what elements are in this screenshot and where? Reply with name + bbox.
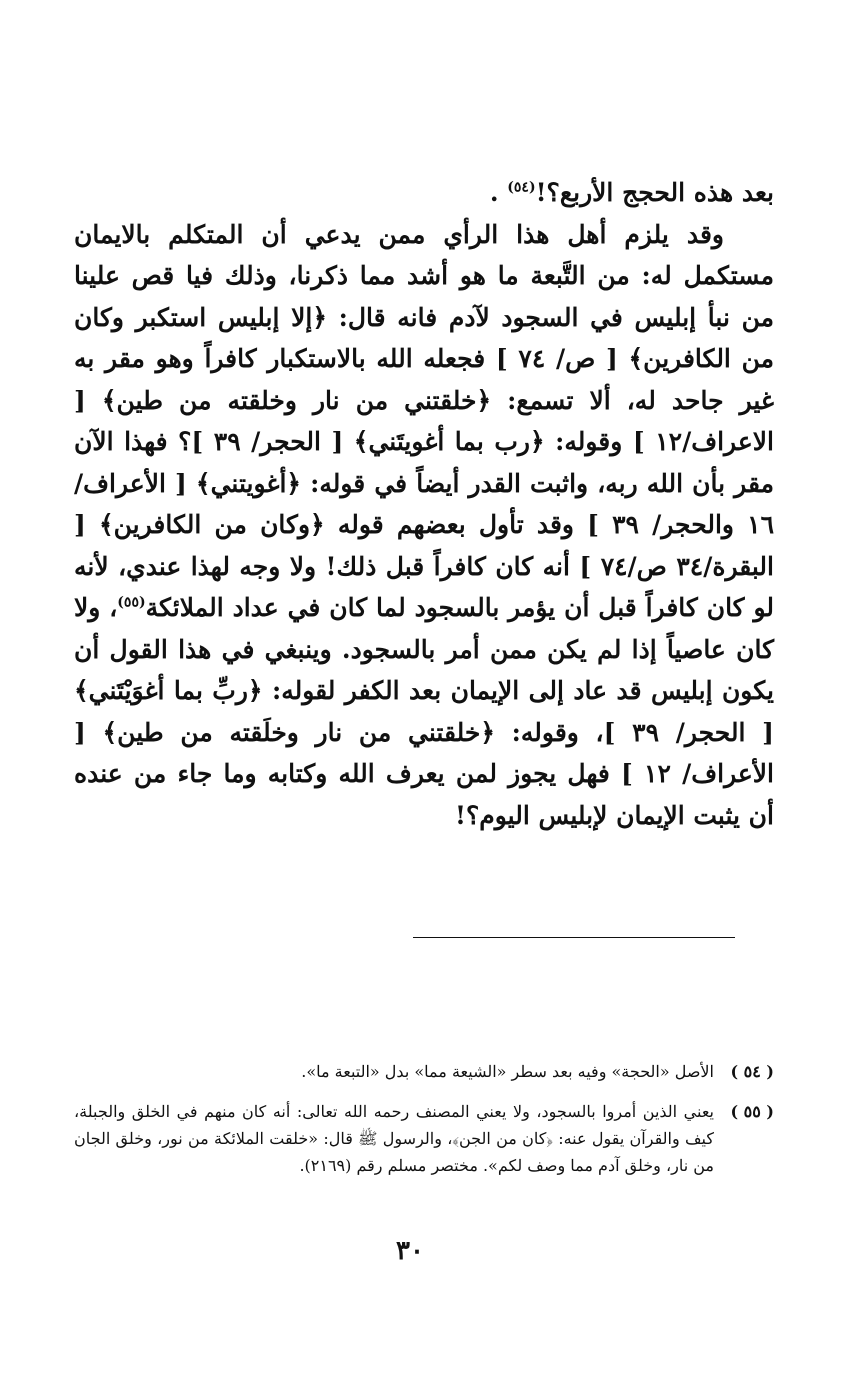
footnote-55	[74, 1098, 774, 1179]
footnote-54	[74, 1058, 774, 1085]
footnote-number: ( ٥٤ )	[730, 1062, 774, 1081]
paragraph-tail: .	[489, 178, 508, 207]
footnote-number: ( ٥٥ )	[730, 1102, 774, 1121]
paragraph-2	[74, 214, 774, 837]
paragraph-text: بعد هذه الحجج الأربع؟!	[535, 178, 774, 207]
main-text-body	[74, 172, 774, 836]
paragraph-text: وقد يلزم أهل هذا الرأي ممن يدعي أن المتكلم بالايمان مستكمل له: من التَّبعة ما هو أشد مما ذكرنا، وذلك فيا قص علينا من نبأ إبليس في السجود لآدم فانه قال: ﴿إلا إبليس استكبر وكان من الكافرين﴾ [ ص/ ٧٤ ] فجعله الله بالاستكبار كافراً وهو مقر به غير جاحد له، ألا تسمع: ﴿خلقتني من نار وخلقته من طين﴾ [ الاعراف/١٢ ] وقوله: ﴿رب بما أغويتَني﴾ [ الحجر/ ٣٩ ]؟ فهذا الآن مقر بأن الله ربه، واثبت القدر أيضاً في قوله: ﴿أغويتني﴾ [ الأعراف/ ١٦ والحجر/ ٣٩ ] وقد تأول بعضهم قوله ﴿وكان من الكافرين﴾ [ البقرة/٣٤ ص/٧٤ ] أنه كان كافراً قبل ذلك! ولا وجه لهذا عندي، لأنه لو كان كافراً قبل أن يؤمر بالسجود لما كان في عداد الملائكة	[74, 219, 775, 622]
footnotes-section	[74, 1058, 774, 1192]
footnote-separator	[413, 937, 735, 938]
page-number: ٣٠	[396, 1236, 424, 1266]
footnote-reference: (٥٥)	[117, 594, 146, 611]
paragraph-tail: ، ولا كان عاصياً إذا لم يكن ممن أمر بالسجود. وينبغي في هذا القول أن يكون إبليس قد عاد إلى الإيمان بعد الكفر لقوله: ﴿ربِّ بما أغوَيْتَني﴾ [ الحجر/ ٣٩ ]، وقوله: ﴿خلقتني من نار وخلَقته من طين﴾ [ الأعراف/ ١٢ ] فهل يجوز لمن يعرف الله وكتابه وما جاء من عنده أن يثبت الإيمان لإبليس اليوم؟!	[74, 593, 775, 830]
paragraph-1	[74, 172, 774, 214]
footnote-reference: (٥٤)	[507, 179, 536, 196]
footnote-text: يعني الذين أمروا بالسجود، ولا يعني المصنف رحمه الله تعالى: أنه كان منهم في الخلق والجبلة، كيف والقرآن يقول عنه: ﴿كان من الجن﴾، والرسول ﷺ قال: «خلقت الملائكة من نور، وخلق الجان من نار، وخلق آدم مما وصف لكم». مختصر مسلم رقم (٢١٦٩).	[74, 1102, 714, 1175]
footnote-text: الأصل «الحجة» وفيه بعد سطر «الشيعة مما» بدل «التبعة ما».	[301, 1062, 714, 1081]
